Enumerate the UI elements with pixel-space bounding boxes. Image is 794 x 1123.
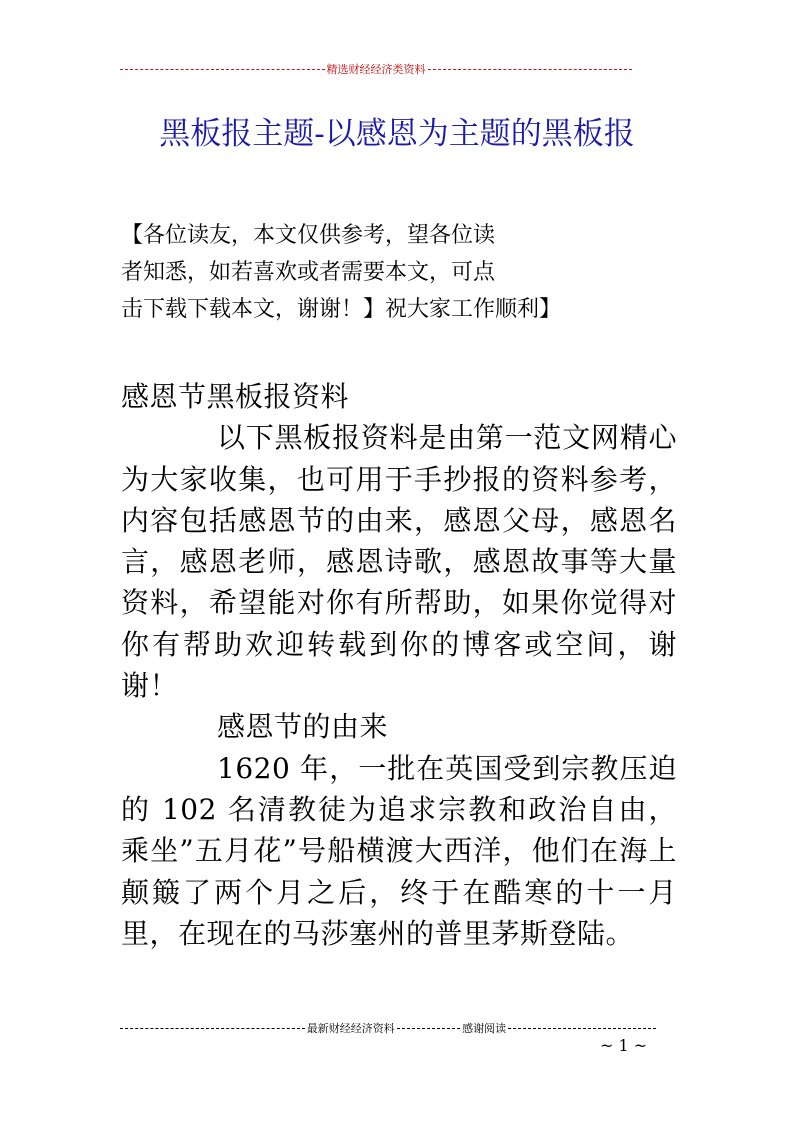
footer-label-left: 最新财经经济资料 bbox=[306, 1022, 395, 1035]
header-label: 精选财经经济类资料 bbox=[326, 63, 426, 76]
footer-label-right: 感谢阅读 bbox=[462, 1022, 507, 1035]
page-footer bbox=[120, 1020, 656, 1036]
subsection-heading: 感恩节的由来 bbox=[217, 710, 389, 744]
page-header bbox=[120, 60, 632, 78]
document-title: 黑板报主题-以感恩为主题的黑板报 bbox=[159, 116, 635, 152]
download-notice bbox=[121, 217, 641, 328]
header-divider-left bbox=[120, 69, 325, 70]
footer-divider bbox=[508, 1028, 656, 1029]
footer-divider bbox=[397, 1028, 460, 1029]
footer-divider bbox=[120, 1028, 305, 1029]
page-number: ~ 1 ~ bbox=[600, 1036, 648, 1055]
notice-line: 击下载下载本文，谢谢！】祝大家工作顺利】 bbox=[121, 297, 562, 322]
intro-paragraph: 以下黑板报资料是由第一范文网精心为大家收集，也可用于手抄报的资料参考，内容包括感恩节的由来，感恩父母，感恩名言，感恩老师，感恩诗歌，感恩故事等大量资料，希望能对你有所帮助，如果你觉得对你有帮助欢迎转载到你的博客或空间，谢谢！ bbox=[121, 421, 677, 703]
notice-line: 【各位读友，本文仅供参考，望各位读 bbox=[121, 223, 496, 248]
notice-line: 者知悉，如若喜欢或者需要本文，可点 bbox=[121, 260, 496, 285]
history-paragraph: 1620 年，一批在英国受到宗教压迫的 102 名清教徒为追求宗教和政治自由，乘坐”五月花”号船横渡大西洋，他们在海上颠簸了两个月之后，终于在酷寒的十一月里，在现在的马莎塞州的普里茅斯登陆。 bbox=[121, 751, 677, 950]
document-body bbox=[121, 376, 677, 954]
section-heading: 感恩节黑板报资料 bbox=[121, 380, 350, 413]
header-divider-right bbox=[428, 69, 633, 70]
